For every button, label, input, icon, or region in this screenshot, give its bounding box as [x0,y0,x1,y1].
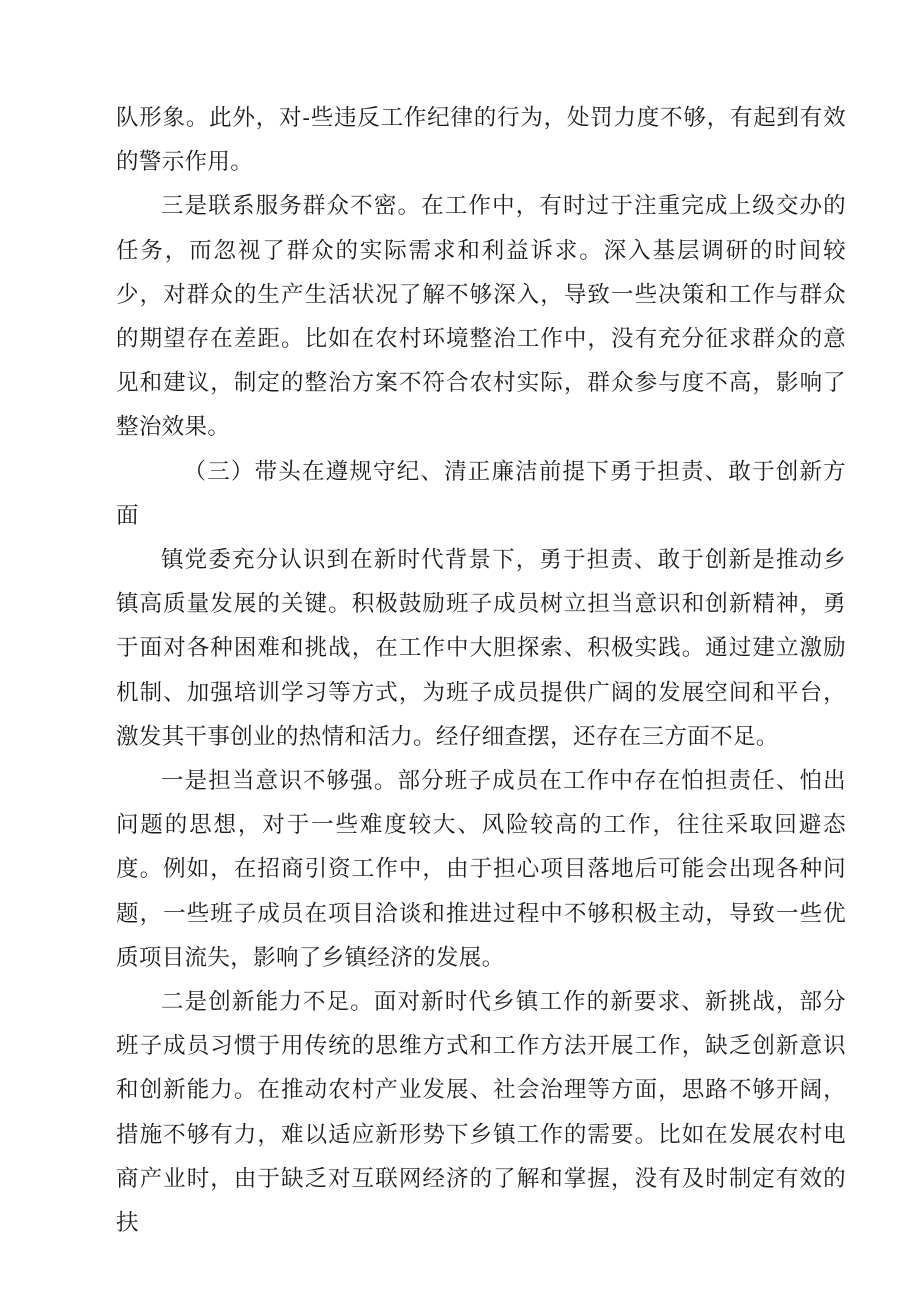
paragraph-item-one-responsibility: 一是担当意识不够强。部分班子成员在工作中存在怕担责任、怕出问题的思想，对于一些难度较大、风险较高的工作，往往采取回避态度。例如，在招商引资工作中，由于担心项目落地后可能会出现各种问题，一些班子成员在项目洽谈和推进过程中不够积极主动，导致一些优质项目流失，影响了乡镇经济的发展。 [116,768,846,971]
section-heading-three: （三）带头在遵规守纪、清正廉洁前提下勇于担责、敢于创新方面 [116,458,846,529]
paragraph-item-two-innovation: 二是创新能力不足。面对新时代乡镇工作的新要求、新挑战，部分班子成员习惯于用传统的思维方式和工作方法开展工作，缺乏创新意识和创新能力。在推动农村产业发展、社会治理等方面，思路不够开阔，措施不够有力，难以适应新形势下乡镇工作的需要。比如在发展农村电商产业时，由于缺乏对互联网经济的了解和掌握，没有及时制定有效的扶 [116,989,846,1237]
paragraph-continuation: 队形象。此外，对-些违反工作纪律的行为，处罚力度不够，有起到有效的警示作用。 [116,105,846,176]
paragraph-item-three-contact-masses: 三是联系服务群众不密。在工作中，有时过于注重完成上级交办的任务，而忽视了群众的实际需求和利益诉求。深入基层调研的时间较少，对群众的生产生活状况了解不够深入，导致一些决策和工作与群众的期望存在差距。比如在农村环境整治工作中，没有充分征求群众的意见和建议，制定的整治方案不符合农村实际，群众参与度不高，影响了整治效果。 [116,193,846,441]
paragraph-section-intro: 镇党委充分认识到在新时代背景下，勇于担责、敢于创新是推动乡镇高质量发展的关键。积极鼓励班子成员树立担当意识和创新精神，勇于面对各种困难和挑战，在工作中大胆探索、积极实践。通过建立激励机制、加强培训学习等方式，为班子成员提供广阔的发展空间和平台，激发其干事创业的热情和活力。经仔细查摆，还存在三方面不足。 [116,547,846,750]
document-body [116,96,846,1245]
